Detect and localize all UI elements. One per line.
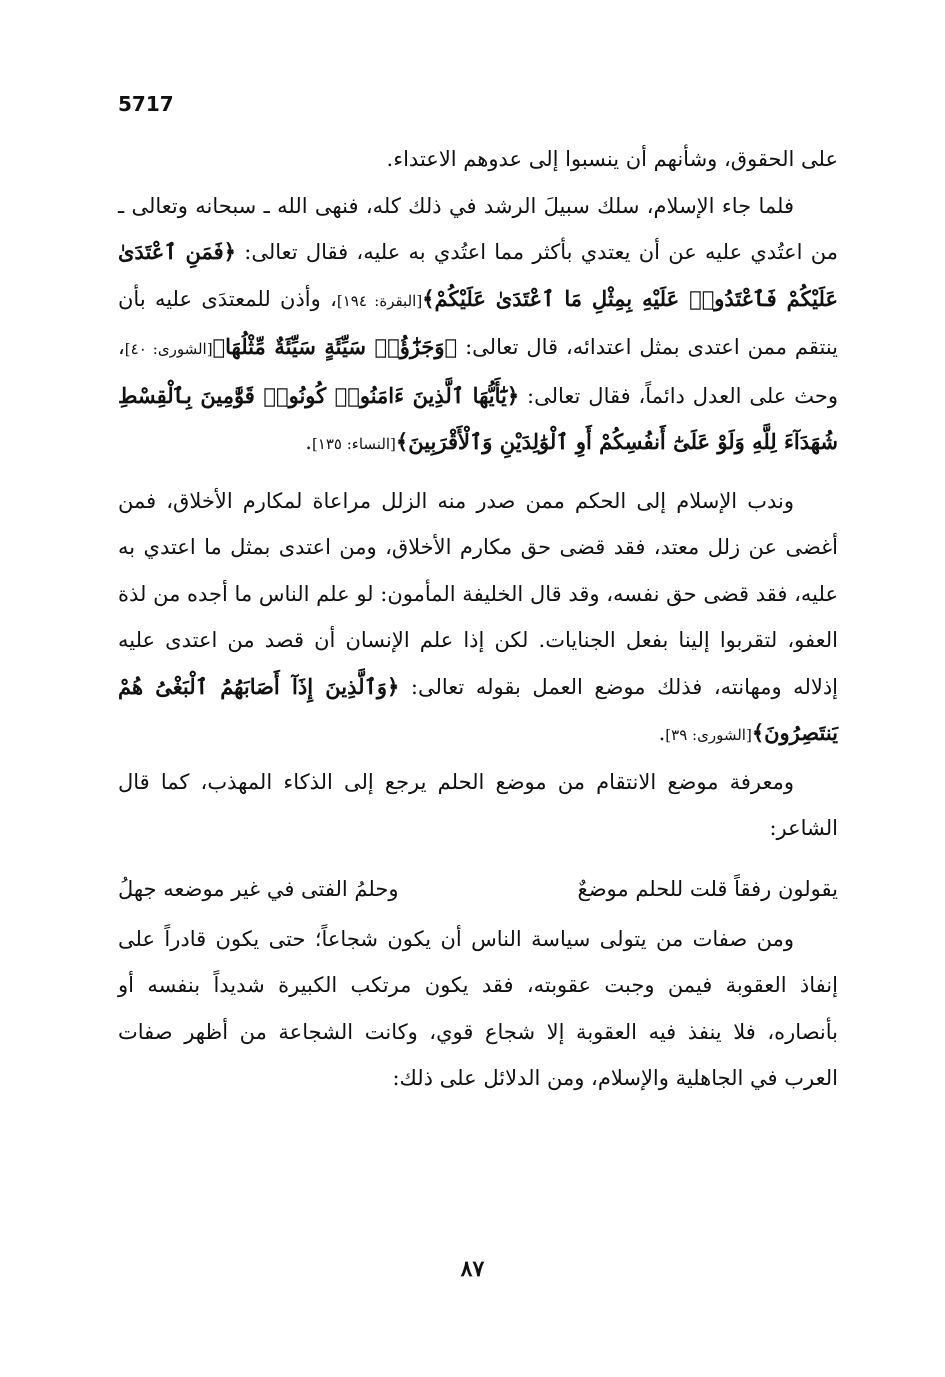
poem-verse	[118, 866, 838, 912]
verse-reference: [البقرة: ١٩٤]	[336, 291, 423, 310]
paragraph: ومعرفة موضع الانتقام من موضع الحلم يرجع إلى الذكاء المهذب، كما قال الشاعر:	[118, 769, 838, 840]
verse-reference: [الشورى: ٤٠]	[124, 340, 213, 358]
paragraph: ومن صفات من يتولى سياسة الناس أن يكون شجاعاً؛ حتى يكون قادراً على إنفاذ العقوبة فيمن وجبت عقوبته، فقد يكون مرتكب الكبيرة شديداً بنفسه أو بأنصاره، فلا ينفذ فيه العقوبة إلا شجاع قوي، وكانت الشجاعة من أظهر صفات العرب في الجاهلية والإسلام، ومن الدلائل على ذلك:	[118, 926, 838, 1090]
quran-quote: ﴿يَٰٓأَيُّهَا ٱلَّذِينَ ءَامَنُوا۟ كُونُوا۟ قَوَّٰمِينَ بِٱلْقِسْطِ شُهَدَآءَ لِلَّهِ وَلَوْ عَلَىٰٓ أَنفُسِكُمْ أَوِ ٱلْوَٰلِدَيْنِ وَٱلْأَقْرَبِينَ﴾	[118, 382, 838, 454]
paragraph: على الحقوق، وشأنهم أن ينسبوا إلى عدوهم الاعتداء.	[386, 147, 838, 171]
text-run: ، وحث على العدل دائماً، فقال تعالى:	[118, 335, 838, 408]
text-run: فلما جاء الإسلام، سلك سبيلَ الرشد في ذلك كله، فنهى الله ـ سبحانه وتعالى ـ من اعتُدي عليه عن أن يعتدي بأكثر مما اعتُدي به عليه، فقال تعالى:	[118, 193, 838, 264]
paragraph	[118, 478, 838, 759]
text-run: ، وأذن للمعتدَى عليه بأن ينتقم ممن اعتدى بمثل اعتدائه، قال تعالى:	[118, 286, 839, 359]
text-run: .	[305, 430, 312, 454]
poem-hemistich-first: يقولون رفقاً قلت للحلم موضعٌ	[577, 876, 838, 901]
quran-quote: ﴿وَٱلَّذِينَ إِذَآ أَصَابَهُمُ ٱلْبَغْىُ هُمْ يَنتَصِرُونَ﴾	[118, 673, 838, 745]
page-id: 5717	[118, 92, 174, 116]
quran-quote: ﴿فَمَنِ ٱعْتَدَىٰ عَلَيْكُمْ فَٱعْتَدُوا۟ عَلَيْهِ بِمِثْلِ مَا ٱعْتَدَىٰ عَلَيْكُمْ﴾	[118, 239, 838, 311]
verse-reference: [الشورى: ٣٩]	[665, 726, 752, 744]
verse-reference: [النساء: ١٣٥]	[311, 435, 396, 453]
quran-quote: ﴿وَجَزَٰٓؤُا۟ سَيِّئَةٍ سَيِّئَةٌ مِّثْلُهَا﴾	[212, 334, 458, 359]
poem-hemistich-second: وحلمُ الفتى في غير موضعه جهلُ	[118, 876, 399, 901]
body-text	[118, 136, 838, 1102]
text-run: وندب الإسلام إلى الحكم ممن صدر منه الزلل مراعاة لمكارم الأخلاق، فمن أغضى عن زلل معتد، فقد قضى حق مكارم الأخلاق، ومن اعتدى بمثل ما اعتدي به عليه، فقد قضى حق نفسه، وقد قال الخليفة المأمون: لو علم الناس ما أجده من لذة العفو، لتقربوا إلينا بفعل الجنايات. لكن إذا علم الإنسان أن قصد من اعتدى عليه إذلاله ومهانته، فذلك موضع العمل بقوله تعالى:	[118, 488, 839, 699]
text-run: .	[658, 721, 666, 745]
paragraph	[118, 183, 838, 468]
page-number: ٨٧	[460, 1256, 485, 1282]
